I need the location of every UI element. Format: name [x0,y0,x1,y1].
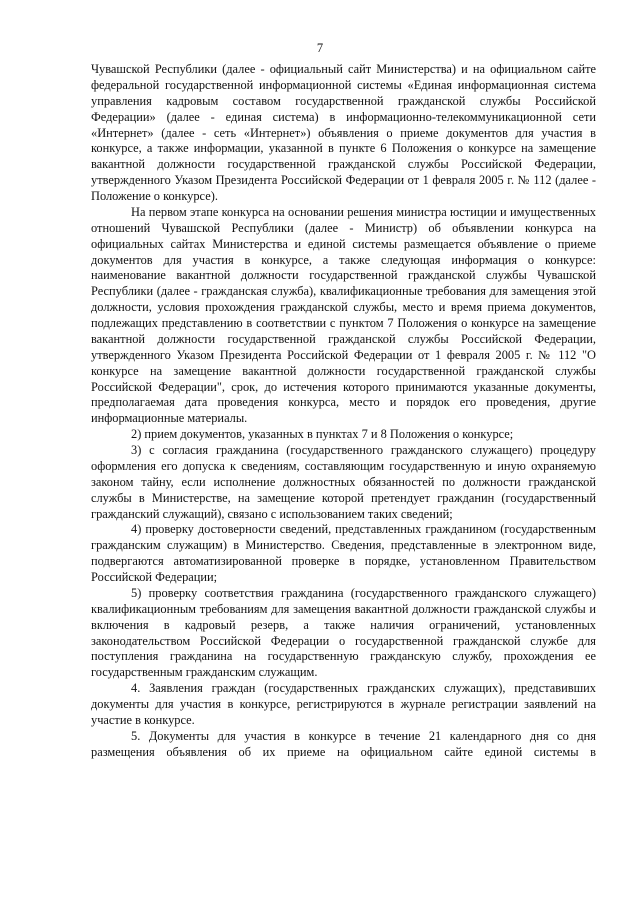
document-body [91,62,596,761]
paragraph-item-4: 4) проверку достоверности сведений, представленных гражданином (государственным гражданским служащим) в Министерство. Сведения, представленные в электронном виде, подвергаются автоматизированной проверке в порядке, установленном Правительством Российской Федерации; [91,522,596,584]
paragraph-item-5: 5) проверку соответствия гражданина (государственного гражданского служащего) квалификационным требованиям для замещения вакантной должности гражданской службы и включения в кадровый резерв, а также наличия ограничений, установленных законодательством Российской Федерации о государственной гражданской службе для поступления гражданина на государственную гражданскую службу, прохождения ее государственным гражданским служащим. [91,585,596,680]
paragraph-section-4: 4. Заявления граждан (государственных гражданских служащих), представивших документы для участия в конкурсе, регистрируются в журнале регистрации заявлений на участие в конкурсе. [91,681,596,727]
paragraph-item-3: 3) с согласия гражданина (государственного гражданского служащего) процедуру оформления его допуска к сведениям, составляющим государственную и иную охраняемую законом тайну, если исполнение должностных обязанностей по должности гражданской службы в Министерстве, на замещение которой претендует гражданин (государственный гражданский служащий), связано с использованием таких сведений; [91,443,596,521]
paragraph-continuation: Чувашской Республики (далее - официальный сайт Министерства) и на официальном сайте федеральной государственной информационной системы «Единая информационная система управления кадровым составом государственной гражданской службы Российской Федерации» (далее - единая система) в информационно-телекоммуникационной сети «Интернет» (далее - сеть «Интернет») объявления о приеме документов для участия в конкурсе, а также информации, указанной в пункте 6 Положения о конкурсе на замещение вакантной должности государственной гражданской службы Российской Федерации, утвержденного Указом Президента Российской Федерации от 1 февраля 2005 г. № 112 (далее - Положение о конкурсе). [91,62,596,203]
paragraph-item-2: 2) прием документов, указанных в пунктах 7 и 8 Положения о конкурсе; [131,427,514,442]
paragraph-first-stage: На первом этапе конкурса на основании решения министра юстиции и имущественных отношений Чувашской Республики (далее - Министр) об объявлении конкурса на официальных сайтах Министерства и единой системы размещается объявление о приеме документов для участия в конкурсе, а также следующая информация о конкурсе: наименование вакантной должности государственной гражданской службы Чувашской Республики (далее - гражданская служба), квалификационные требования для замещения этой должности, условия прохождения гражданской службы, место и время приема документов, подлежащих представлению в соответствии с пунктом 7 Положения о конкурсе на замещение вакантной должности государственной гражданской службы Российской Федерации, утвержденного Указом Президента Российской Федерации от 1 февраля 2005 г. № 112 "О конкурсе на замещение вакантной должности государственной гражданской службы Российской Федерации", срок, до истечения которого принимаются указанные документы, предполагаемая дата проведения конкурса, место и порядок его проведения, другие информационные материалы. [91,204,596,426]
paragraph-section-5: 5. Документы для участия в конкурсе в течение 21 календарного дня со дня размещения объявления об их приеме на официальном сайте единой системы в [91,728,596,759]
page-number: 7 [316,41,324,55]
